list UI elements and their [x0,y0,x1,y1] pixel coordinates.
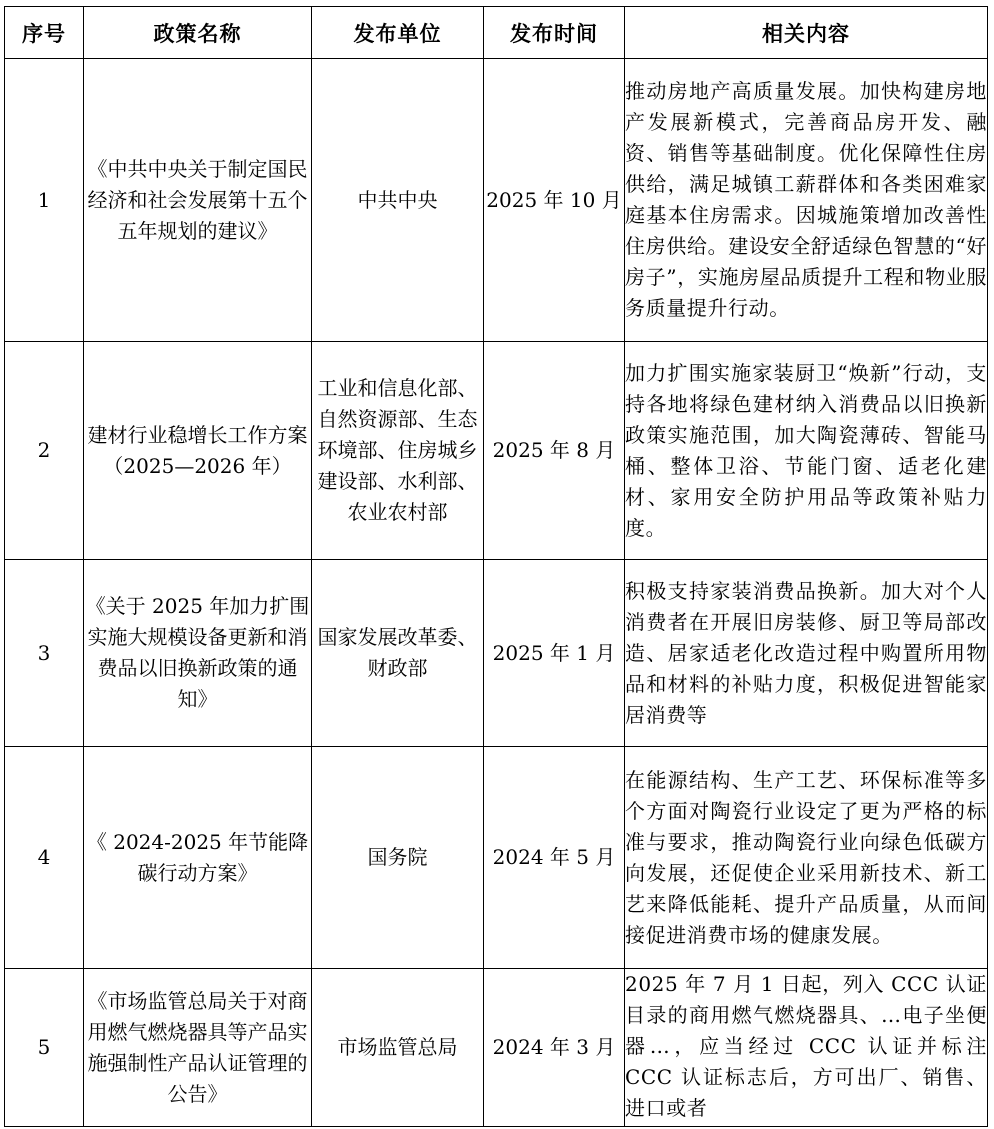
cell-no: 5 [5,969,84,1127]
cell-date: 2024 年 5 月 [484,747,625,969]
table-row [5,342,988,560]
cell-issuer: 国务院 [312,747,484,969]
header-policy-name: 政策名称 [84,7,312,59]
header-no: 序号 [5,7,84,59]
header-row [5,7,988,59]
cell-content: 推动房地产高质量发展。加快构建房地产发展新模式，完善商品房开发、融资、销售等基础制度。优化保障性住房供给，满足城镇工薪群体和各类困难家庭基本住房需求。因城施策增加改善性住房供给。建设安全舒适绿色智慧的“好房子”，实施房屋品质提升工程和物业服务质量提升行动。 [625,59,988,342]
cell-issuer: 中共中央 [312,59,484,342]
table-row [5,560,988,747]
cell-content: 加力扩围实施家装厨卫“焕新”行动，支持各地将绿色建材纳入消费品以旧换新政策实施范围，加大陶瓷薄砖、智能马桶、整体卫浴、节能门窗、适老化建材、家用安全防护用品等政策补贴力度。 [625,342,988,560]
header-date: 发布时间 [484,7,625,59]
table-row [5,59,988,342]
cell-policy-name: 《中共中央关于制定国民经济和社会发展第十五个五年规划的建议》 [84,59,312,342]
cell-date: 2025 年 1 月 [484,560,625,747]
header-issuer: 发布单位 [312,7,484,59]
header-content: 相关内容 [625,7,988,59]
cell-policy-name: 《关于 2025 年加力扩围实施大规模设备更新和消费品以旧换新政策的通知》 [84,560,312,747]
cell-content: 2025 年 7 月 1 日起，列入 CCC 认证目录的商用燃气燃烧器具、…电子坐便器…，应当经过 CCC 认证并标注 CCC 认证标志后，方可出厂、销售、进口或者 [625,969,988,1127]
table-row [5,969,988,1127]
cell-policy-name: 建材行业稳增长工作方案（2025—2026 年） [84,342,312,560]
cell-no: 1 [5,59,84,342]
cell-issuer: 国家发展改革委、财政部 [312,560,484,747]
cell-issuer: 市场监管总局 [312,969,484,1127]
cell-no: 4 [5,747,84,969]
cell-date: 2025 年 10 月 [484,59,625,342]
table-body [5,59,988,1127]
cell-content: 在能源结构、生产工艺、环保标准等多个方面对陶瓷行业设定了更为严格的标准与要求，推动陶瓷行业向绿色低碳方向发展，还促使企业采用新技术、新工艺来降低能耗、提升产品质量，从而间接促进消费市场的健康发展。 [625,747,988,969]
cell-issuer: 工业和信息化部、自然资源部、生态环境部、住房城乡建设部、水利部、农业农村部 [312,342,484,560]
cell-no: 3 [5,560,84,747]
cell-date: 2024 年 3 月 [484,969,625,1127]
table-row [5,747,988,969]
cell-no: 2 [5,342,84,560]
cell-date: 2025 年 8 月 [484,342,625,560]
cell-content: 积极支持家装消费品换新。加大对个人消费者在开展旧房装修、厨卫等局部改造、居家适老化改造过程中购置所用物品和材料的补贴力度，积极促进智能家居消费等 [625,560,988,747]
cell-policy-name: 《 2024-2025 年节能降碳行动方案》 [84,747,312,969]
policy-table [4,6,988,1127]
table-header [5,7,988,59]
cell-policy-name: 《市场监管总局关于对商用燃气燃烧器具等产品实施强制性产品认证管理的公告》 [84,969,312,1127]
